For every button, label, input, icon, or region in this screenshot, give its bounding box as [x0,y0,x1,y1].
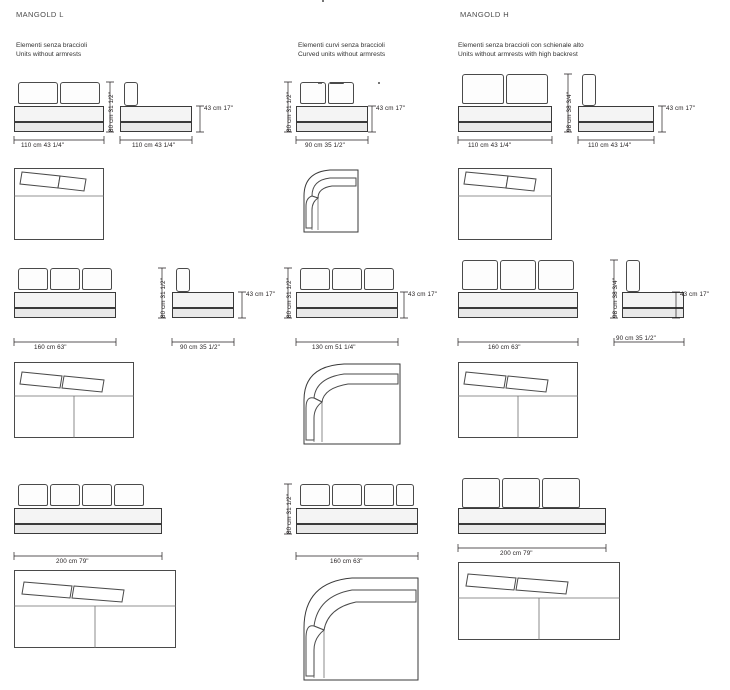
dim-depth-43: 43 cm 17" [246,291,276,298]
dim-height-98: 98 cm 38 3/4" [612,278,619,318]
column-subtitle-en-3: Units without armrests with high backrest [458,51,578,58]
dim-depth-43: 43 cm 17" [408,291,438,298]
dim-width-110: 110 cm 43 1/4" [468,142,512,149]
dim-width-110: 110 cm 43 1/4" [21,142,65,149]
dim-height-80: 80 cm 31 1/2" [108,92,115,132]
dim-height-80: 80 cm 31 1/2" [286,278,293,318]
dim-width-130: 130 cm 51 1/4" [312,344,356,351]
dim-depth-43: 43 cm 17" [376,105,406,112]
dim-depth-43: 43 cm 17" [204,105,234,112]
column-subtitle-en-1: Units without armrests [16,51,82,58]
dim-depth-43: 43 cm 17" [680,291,710,298]
dim-width-200: 200 cm 79" [56,558,89,565]
dim-width-110-side: 110 cm 43 1/4" [132,142,176,149]
column-subtitle-it-2: Elementi curvi senza braccioli [298,42,385,49]
dim-height-98: 98 cm 38 3/4" [566,92,573,132]
dim-width-90-side: 90 cm 35 1/2" [616,335,656,342]
dim-width-160: 160 cm 63" [488,344,521,351]
dim-width-160: 160 cm 63" [330,558,363,565]
dim-depth-43: 43 cm 17" [666,105,696,112]
column-subtitle-it-1: Elementi senza braccioli [16,42,88,49]
column-subtitle-en-2: Curved units without armrests [298,51,386,58]
column-subtitle-it-3: Elementi senza braccioli con schienale alto [458,42,584,49]
dim-width-160: 160 cm 63" [34,344,67,351]
dim-width-90: 90 cm 35 1/2" [305,142,345,149]
dim-width-110-side: 110 cm 43 1/4" [588,142,632,149]
column-title-mangold-h: MANGOLD H [460,10,510,19]
dim-height-80: 80 cm 31 1/2" [160,278,167,318]
column-title-mangold-l: MANGOLD L [16,10,64,19]
dim-height-80: 80 cm 31 1/2" [286,92,293,132]
dim-width-90-side: 90 cm 35 1/2" [180,344,220,351]
dim-width-200: 200 cm 79" [500,550,533,557]
dim-height-80: 80 cm 31 1/2" [286,494,293,534]
